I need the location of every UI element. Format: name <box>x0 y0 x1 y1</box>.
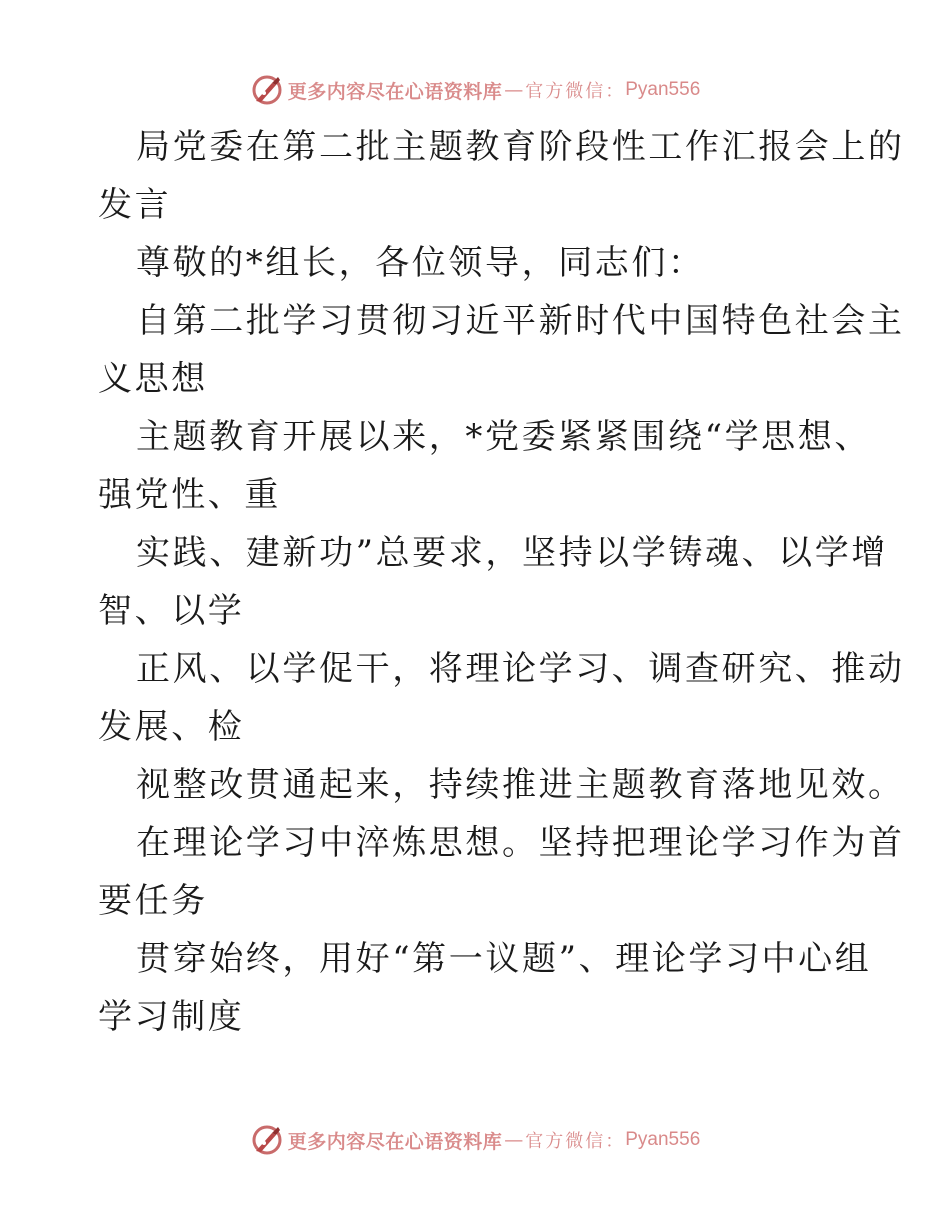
body-line: 正风、以学促干，将理论学习、调查研究、推动 <box>136 649 905 689</box>
body-line: 自第二批学习贯彻习近平新时代中国特色社会主 <box>136 301 905 341</box>
watermark-wechat-id: Pyan556 <box>625 79 701 100</box>
body-line: 视整改贯通起来，持续推进主题教育落地见效。 <box>136 765 905 805</box>
body-line: 实践、建新功”总要求，坚持以学铸魂、以学增 <box>136 533 888 573</box>
body-line: 主题教育开展以来，*党委紧紧围绕“学思想、 <box>136 417 871 457</box>
salutation: 尊敬的*组长，各位领导，同志们： <box>136 243 705 283</box>
footer-watermark <box>0 1120 950 1160</box>
watermark-main-text: 更多内容尽在心语资料库 <box>287 80 503 103</box>
watermark-separator: — <box>504 1129 524 1151</box>
body-line: 强党性、重 <box>98 475 281 515</box>
body-line: 在理论学习中淬炼思想。坚持把理论学习作为首 <box>136 823 905 863</box>
watermark-label: 官方微信： <box>525 1131 626 1152</box>
title-line-1: 局党委在第二批主题教育阶段性工作汇报会上的 <box>136 127 905 167</box>
watermark-main-text: 更多内容尽在心语资料库 <box>287 1130 503 1153</box>
pen-logo-icon <box>250 73 284 107</box>
watermark-separator: — <box>504 79 524 101</box>
body-line: 义思想 <box>98 359 208 399</box>
title-line-2: 发言 <box>98 185 172 225</box>
body-line: 要任务 <box>98 881 208 921</box>
pen-logo-icon <box>250 1123 284 1157</box>
body-line: 贯穿始终，用好“第一议题”、理论学习中心组 <box>136 939 872 979</box>
document-body <box>98 118 905 1046</box>
body-line: 学习制度 <box>98 997 245 1037</box>
body-line: 发展、检 <box>98 707 245 747</box>
header-watermark <box>0 70 950 110</box>
watermark-label: 官方微信： <box>525 81 626 102</box>
watermark-wechat-id: Pyan556 <box>625 1129 701 1150</box>
body-line: 智、以学 <box>98 591 245 631</box>
